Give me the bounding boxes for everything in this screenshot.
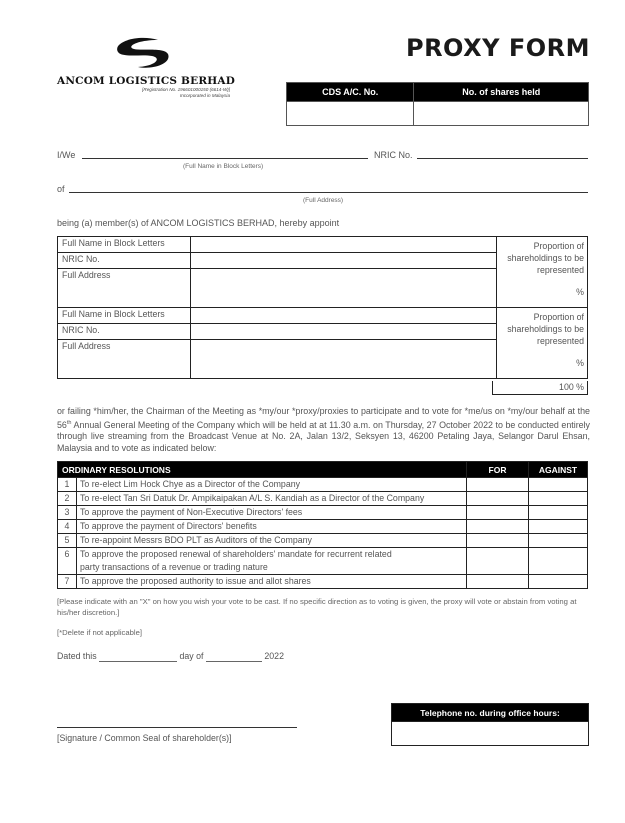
resolution-text: To re-elect Lim Hock Chye as a Director of the Company xyxy=(77,478,467,492)
for-header: FOR xyxy=(467,462,529,478)
paragraph-superscript: th xyxy=(66,419,72,426)
resolution-text: To re-appoint Messrs BDO PLT as Auditors of the Company xyxy=(77,534,467,548)
vote-for-cell[interactable] xyxy=(467,548,529,575)
telephone-label: Telephone no. during office hours: xyxy=(392,704,589,722)
proxy1-address-field[interactable] xyxy=(191,269,497,308)
vote-for-cell[interactable] xyxy=(467,492,529,506)
proxy-instruction-paragraph xyxy=(57,406,590,454)
table-row xyxy=(58,478,588,492)
vote-for-cell[interactable] xyxy=(467,534,529,548)
table-row xyxy=(58,520,588,534)
proxy2-address-field[interactable] xyxy=(191,340,497,379)
delete-note: [*Delete if not applicable] xyxy=(57,628,143,637)
resolution-text: To approve the proposed renewal of shareholders' mandate for recurrent related party transactions of a revenue or trading nature xyxy=(77,548,467,575)
paragraph-text-1: or failing *him/her, the Chairman of the Meeting as *my/our *proxy/proxies to participate and to vote for *me/us on *my/our behalf at the 56 xyxy=(57,406,590,430)
proportion-total: 100 % xyxy=(492,381,588,395)
resolution-number: 3 xyxy=(58,506,77,520)
proxy2-name-field[interactable] xyxy=(191,308,497,324)
incorporation-note: Incorporated in Malaysia xyxy=(179,93,230,98)
resolution-number: 1 xyxy=(58,478,77,492)
signature-label: [Signature / Common Seal of shareholder(s)] xyxy=(57,733,232,743)
proxy2-address-label: Full Address xyxy=(58,340,191,379)
full-address-hint: (Full Address) xyxy=(303,197,344,204)
proxy1-proportion-label: Proportion of shareholdings to be represented xyxy=(507,241,584,275)
of-label: of xyxy=(57,184,65,194)
table-row xyxy=(58,534,588,548)
day-field[interactable] xyxy=(99,651,177,662)
table-row xyxy=(58,548,588,575)
cds-account-field[interactable] xyxy=(287,102,414,126)
proxy2-nric-label: NRIC No. xyxy=(58,324,191,340)
telephone-box xyxy=(391,703,589,746)
vote-for-cell[interactable] xyxy=(467,575,529,589)
vote-against-cell[interactable] xyxy=(529,478,588,492)
table-row xyxy=(58,506,588,520)
ancom-logo-icon xyxy=(108,36,178,72)
vote-for-cell[interactable] xyxy=(467,520,529,534)
dated-mid: day of xyxy=(179,651,204,661)
member-name-field[interactable] xyxy=(82,158,368,159)
resolutions-header: ORDINARY RESOLUTIONS xyxy=(58,462,467,478)
voting-instruction-note: [Please indicate with an "X" on how you wish your vote to be cast. If no specific direction as to voting is given, the proxy will vote or abstain from voting at his/her discretion.] xyxy=(57,597,577,617)
signature-field[interactable] xyxy=(57,727,297,728)
resolution-number: 6 xyxy=(58,548,77,575)
resolution-number: 7 xyxy=(58,575,77,589)
vote-for-cell[interactable] xyxy=(467,478,529,492)
proxy1-address-label: Full Address xyxy=(58,269,191,308)
proxy1-name-label: Full Name in Block Letters xyxy=(58,237,191,253)
proxy2-percent-sign: % xyxy=(576,358,584,368)
vote-against-cell[interactable] xyxy=(529,548,588,575)
proxy1-percent-sign: % xyxy=(576,287,584,297)
vote-against-cell[interactable] xyxy=(529,492,588,506)
table-row xyxy=(58,492,588,506)
proxy2-name-label: Full Name in Block Letters xyxy=(58,308,191,324)
resolutions-table xyxy=(57,461,588,589)
shares-held-field[interactable] xyxy=(414,102,589,126)
resolution-text: To approve the payment of Non-Executive Directors' fees xyxy=(77,506,467,520)
registration-info xyxy=(100,87,230,99)
i-we-label: I/We xyxy=(57,150,76,160)
proxy-details xyxy=(57,236,588,379)
vote-against-cell[interactable] xyxy=(529,534,588,548)
nric-label: NRIC No. xyxy=(374,150,413,160)
telephone-field[interactable] xyxy=(392,722,589,746)
shares-held-header: No. of shares held xyxy=(414,83,589,102)
registration-number: [Registration No. 196601000150 (6614-W)] xyxy=(142,87,230,92)
proxy1-name-field[interactable] xyxy=(191,237,497,253)
resolution-number: 5 xyxy=(58,534,77,548)
proxy2-proportion-label: Proportion of shareholdings to be represented xyxy=(507,312,584,346)
resolution-text: To re-elect Tan Sri Datuk Dr. Ampikaipakan A/L S. Kandiah as a Director of the Company xyxy=(77,492,467,506)
cds-account-header: CDS A/C. No. xyxy=(287,83,414,102)
vote-against-cell[interactable] xyxy=(529,506,588,520)
appoint-text: being (a) member(s) of ANCOM LOGISTICS BERHAD, hereby appoint xyxy=(57,218,340,228)
proxy1-proportion-field[interactable] xyxy=(497,237,588,308)
page-title: PROXY FORM xyxy=(405,34,590,62)
table-row xyxy=(58,575,588,589)
dated-prefix: Dated this xyxy=(57,651,97,661)
proxy1-nric-field[interactable] xyxy=(191,253,497,269)
member-address-field[interactable] xyxy=(69,192,588,193)
member-nric-field[interactable] xyxy=(417,158,588,159)
vote-against-cell[interactable] xyxy=(529,575,588,589)
resolution-number: 2 xyxy=(58,492,77,506)
vote-for-cell[interactable] xyxy=(467,506,529,520)
paragraph-text-2: Annual General Meeting of the Company which will be held at at 11.30 a.m. on Thursday, 27 October 2022 to be conducted entirely through live streaming from the Broadcast Venue at No. 2A, Jalan 13/2, Seksyen 13, 46200 Petaling Jaya, Selangor Darul Ehsan, Malaysia and to vote as indicated below: xyxy=(57,419,590,453)
proxy2-nric-field[interactable] xyxy=(191,324,497,340)
vote-against-cell[interactable] xyxy=(529,520,588,534)
month-field[interactable] xyxy=(206,651,262,662)
account-box xyxy=(286,82,589,126)
dated-year: 2022 xyxy=(264,651,284,661)
resolution-text: To approve the proposed authority to issue and allot shares xyxy=(77,575,467,589)
dated-line xyxy=(57,651,284,662)
against-header: AGAINST xyxy=(529,462,588,478)
proxy1-nric-label: NRIC No. xyxy=(58,253,191,269)
proxy2-proportion-field[interactable] xyxy=(497,308,588,379)
resolution-number: 4 xyxy=(58,520,77,534)
resolution-text: To approve the payment of Directors' benefits xyxy=(77,520,467,534)
company-name: ANCOM LOGISTICS BERHAD xyxy=(57,75,236,87)
full-name-hint: (Full Name in Block Letters) xyxy=(183,163,264,170)
